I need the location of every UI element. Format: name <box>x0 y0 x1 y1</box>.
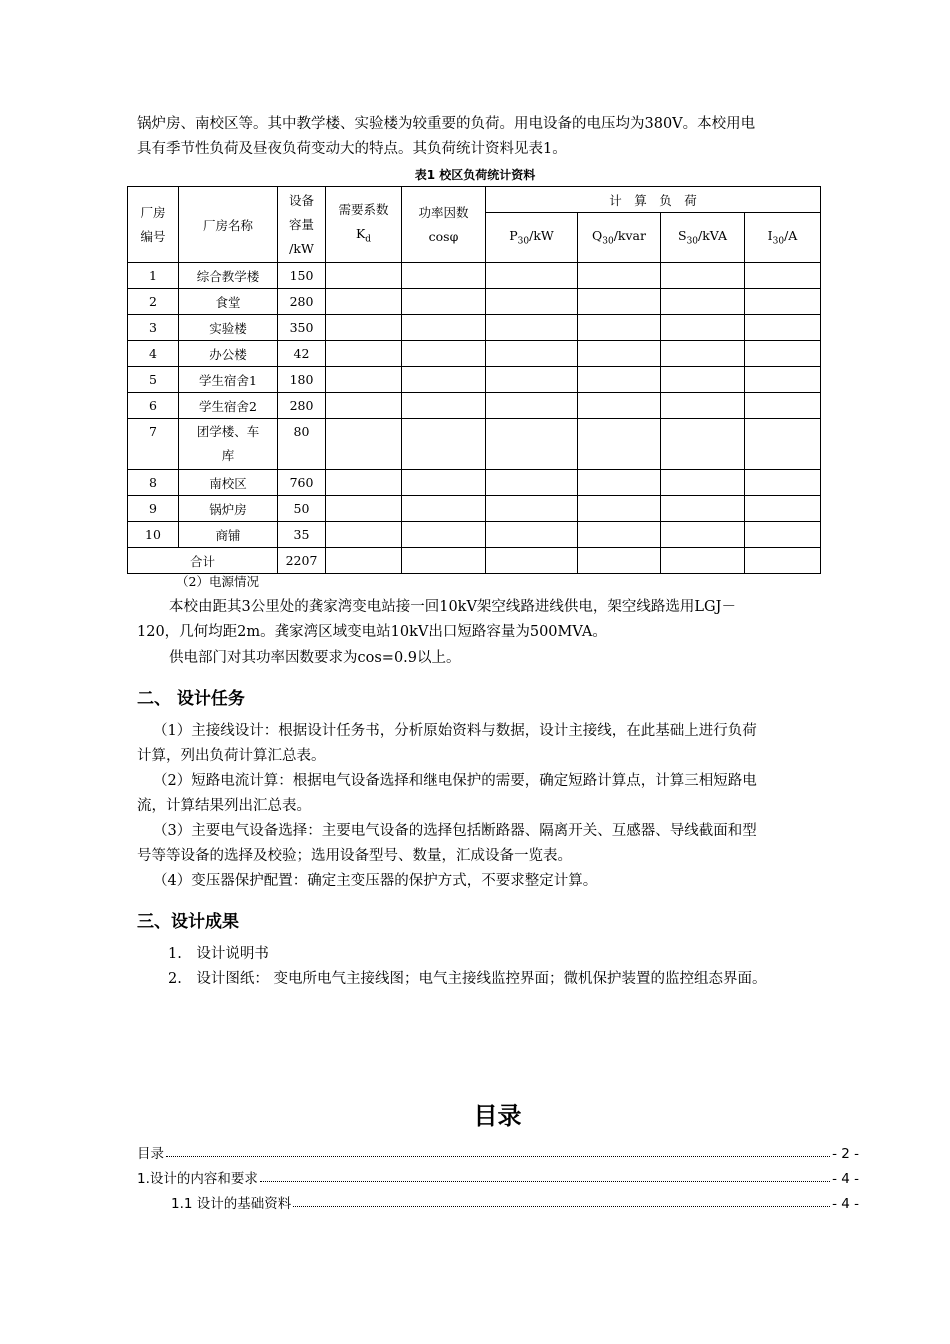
table-caption: 表1 校区负荷统计资料 <box>414 168 536 182</box>
table-row: 1 综合教学楼 150 <box>128 263 821 289</box>
power-heading: （2）电源情况 <box>176 574 259 589</box>
header-kd: 需要系数 $K_d$ <box>326 187 402 263</box>
section-design-results-title: 三、设计成果 <box>137 912 239 932</box>
toc-entry[interactable]: 1.设计的内容和要求 - 4 - <box>137 1171 859 1187</box>
result-item-1: 1. 设计说明书 <box>168 946 269 962</box>
table-row: 6 学生宿舍2 280 <box>128 393 821 419</box>
table-row: 5 学生宿舍1 180 <box>128 367 821 393</box>
table-row: 2 食堂 280 <box>128 289 821 315</box>
total-label: 合计 <box>128 548 278 574</box>
header-cos: 功率因数 cosφ <box>402 187 486 263</box>
header-no: 厂房 编号 <box>128 187 179 263</box>
task-3: （3）主要电气设备选择：主要电气设备的选择包括断路器、隔离开关、互感器、导线截面和型 号等等设备的选择及校验；选用设备型号、数量，汇成设备一览表。 <box>137 823 757 864</box>
table-total-row <box>128 548 821 574</box>
section-design-tasks-title: 二、 设计任务 <box>137 689 245 709</box>
toc-entry[interactable]: 目录 - 2 - <box>137 1146 859 1162</box>
table-row: 10 商铺 35 <box>128 522 821 548</box>
power-paragraph-2: 供电部门对其功率因数要求为cos=0.9以上。 <box>169 650 461 666</box>
table-row: 9 锅炉房 50 <box>128 496 821 522</box>
table-row: 8 南校区 760 <box>128 470 821 496</box>
header-s30: $S_{30}$/kVA <box>661 213 745 263</box>
header-capacity: 设备 容量 /kW <box>278 187 326 263</box>
total-value: 2207 <box>278 548 326 574</box>
intro-line-2: 具有季节性负荷及昼夜负荷变动大的特点。其负荷统计资料见表1。 <box>137 141 567 157</box>
toc-entry[interactable]: 1.1 设计的基础资料 - 4 - <box>171 1196 859 1212</box>
intro-paragraph <box>137 112 861 162</box>
task-1: （1）主接线设计：根据设计任务书，分析原始资料与数据，设计主接线，在此基础上进行负荷 计算，列出负荷计算汇总表。 <box>137 723 757 764</box>
table-row: 3 实验楼 350 <box>128 315 821 341</box>
table-row: 7 团学楼、车 库 80 <box>128 419 821 470</box>
header-i30: $I_{30}/A$ <box>745 213 821 263</box>
task-2: （2）短路电流计算：根据电气设备选择和继电保护的需要，确定短路计算点，计算三相短路电 流，计算结果列出汇总表。 <box>137 773 757 814</box>
power-paragraph-1: 本校由距其3公里处的龚家湾变电站接一回10kV架空线路进线供电，架空线路选用LGJ－ 120，几何均距2m。龚家湾区域变电站10kV出口短路容量为500MVA。 <box>137 599 736 640</box>
intro-line-1: 锅炉房、南校区等。其中教学楼、实验楼为较重要的负荷。用电设备的电压均为380V。本校用电 <box>137 116 756 132</box>
task-4: （4）变压器保护配置：确定主变压器的保护方式，不要求整定计算。 <box>153 873 598 889</box>
toc-title: 目录 <box>473 1102 522 1130</box>
load-statistics-table <box>127 186 821 574</box>
header-p30: $P_{30}/kW$ <box>486 213 578 263</box>
header-name: 厂房名称 <box>179 187 278 263</box>
header-q30: $Q_{30}$/kvar <box>578 213 661 263</box>
result-item-2: 2. 设计图纸： 变电所电气主接线图；电气主接线监控界面；微机保护装置的监控组态界面。 <box>168 971 767 987</box>
header-calc-load: 计 算 负 荷 <box>486 187 821 213</box>
table-row: 4 办公楼 42 <box>128 341 821 367</box>
